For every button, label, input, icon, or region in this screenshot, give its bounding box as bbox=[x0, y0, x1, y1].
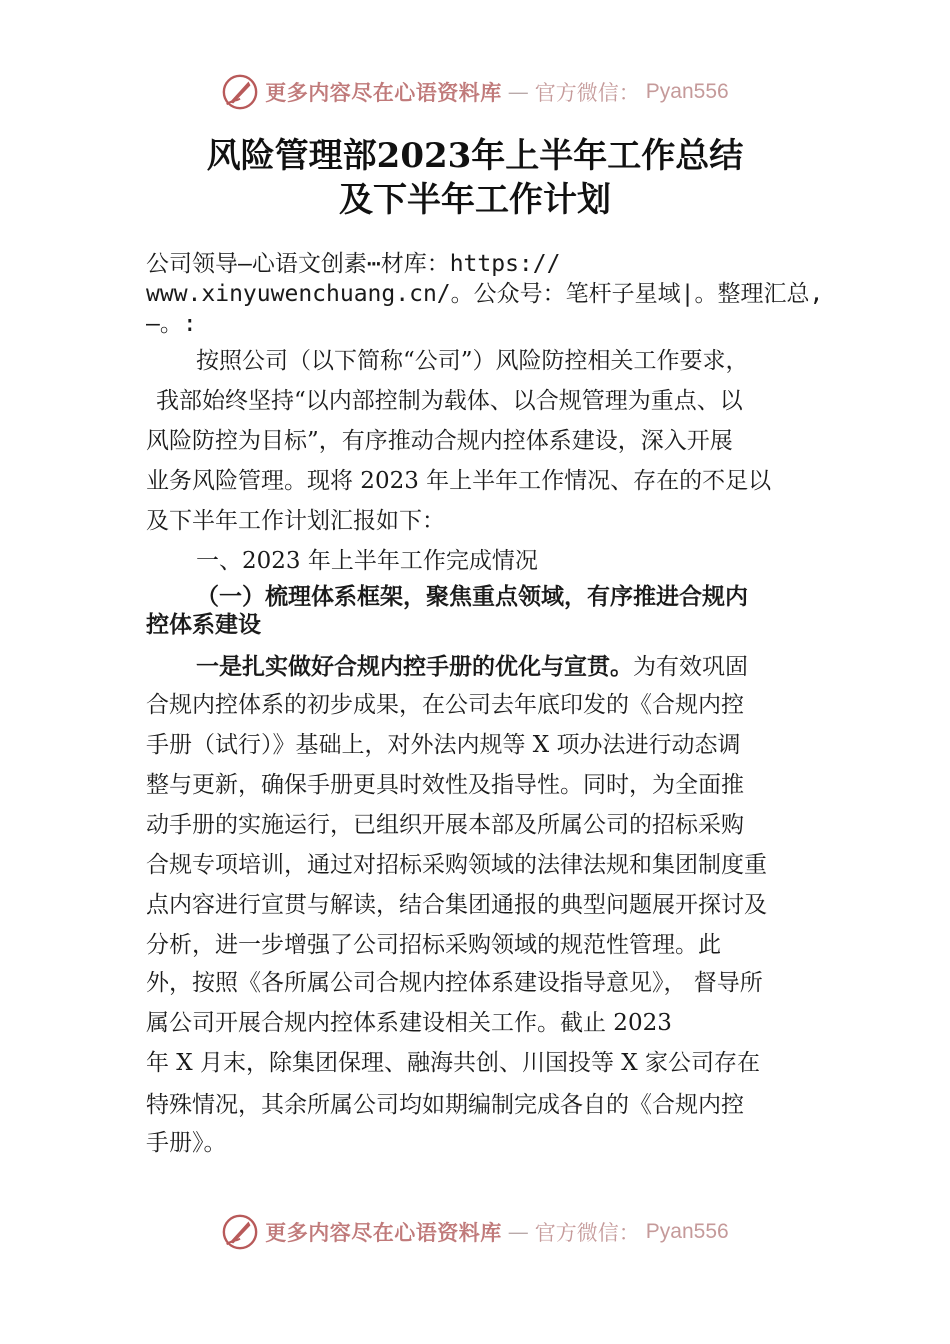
source-line: 公司领导—心语文创素⋯材库：https:// bbox=[146, 251, 561, 277]
subsection-heading-line: 控体系建设 bbox=[146, 612, 261, 638]
paragraph-line: 外，按照《各所属公司合规内控体系建设指导意见》， 督导所 bbox=[146, 970, 763, 996]
watermark-text: 更多内容尽在心语资料库 bbox=[265, 1220, 502, 1245]
watermark-wechat-id: Pyan556 bbox=[645, 80, 729, 103]
section-heading: 一、2023 年上半年工作完成情况 bbox=[196, 548, 538, 574]
subsection-heading-line: （一）梳理体系框架，聚焦重点领域，有序推进合规内 bbox=[196, 584, 748, 610]
paragraph-line: 手册》。 bbox=[146, 1130, 227, 1156]
watermark-banner-bottom bbox=[0, 1212, 950, 1252]
paragraph-first-line bbox=[196, 652, 748, 682]
intro-line: 风险防控为目标”，有序推动合规内控体系建设，深入开展 bbox=[146, 428, 733, 454]
intro-line: 及下半年工作计划汇报如下： bbox=[146, 508, 445, 534]
watermark-text: 更多内容尽在心语资料库 bbox=[265, 80, 502, 105]
source-line: —。: bbox=[146, 311, 197, 337]
document-title-line2: 及下半年工作计划 bbox=[339, 180, 611, 220]
paragraph-line: 点内容进行宣贯与解读，结合集团通报的典型问题展开探讨及 bbox=[146, 892, 767, 918]
watermark-contact-label: 官方微信： bbox=[534, 81, 640, 105]
quill-pen-logo-icon bbox=[221, 1213, 259, 1251]
quill-pen-logo-icon bbox=[221, 73, 259, 111]
paragraph-lead: 一是扎实做好合规内控手册的优化与宣贯。 bbox=[196, 654, 633, 680]
watermark-wechat-id: Pyan556 bbox=[645, 1220, 729, 1243]
intro-line: 业务风险管理。现将 2023 年上半年工作情况、存在的不足以 bbox=[146, 468, 772, 494]
paragraph-line: 合规专项培训，通过对招标采购领域的法律法规和集团制度重 bbox=[146, 852, 767, 878]
paragraph-line: 年 X 月末，除集团保理、融海共创、川国投等 X 家公司存在 bbox=[146, 1050, 760, 1076]
watermark-separator: — bbox=[507, 1220, 529, 1244]
paragraph-line: 动手册的实施运行，已组织开展本部及所属公司的招标采购 bbox=[146, 812, 744, 838]
paragraph-first-rest: 为有效巩固 bbox=[633, 654, 748, 680]
document-title-line1: 风险管理部2023年上半年工作总结 bbox=[206, 136, 744, 176]
watermark-separator: — bbox=[507, 80, 529, 104]
paragraph-line: 手册（试行）》基础上，对外法内规等 X 项办法进行动态调 bbox=[146, 732, 741, 758]
watermark-contact-label: 官方微信： bbox=[534, 1221, 640, 1245]
paragraph-line: 整与更新，确保手册更具时效性及指导性。同时，为全面推 bbox=[146, 772, 744, 798]
source-line: www.xinyuwenchuang.cn/。公众号：笔杆子星域|。整理汇总, bbox=[146, 281, 824, 307]
paragraph-line: 属公司开展合规内控体系建设相关工作。截止 2023 bbox=[146, 1010, 672, 1036]
paragraph-line: 分析，进一步增强了公司招标采购领域的规范性管理。此 bbox=[146, 932, 721, 958]
paragraph-line: 特殊情况，其余所属公司均如期编制完成各自的《合规内控 bbox=[146, 1092, 744, 1118]
intro-line: 我部始终坚持“以内部控制为载体、以合规管理为重点、以 bbox=[156, 388, 743, 414]
paragraph-line: 合规内控体系的初步成果，在公司去年底印发的《合规内控 bbox=[146, 692, 744, 718]
intro-line: 按照公司（以下简称“公司”）风险防控相关工作要求， bbox=[196, 348, 749, 374]
watermark-banner-top bbox=[0, 72, 950, 112]
